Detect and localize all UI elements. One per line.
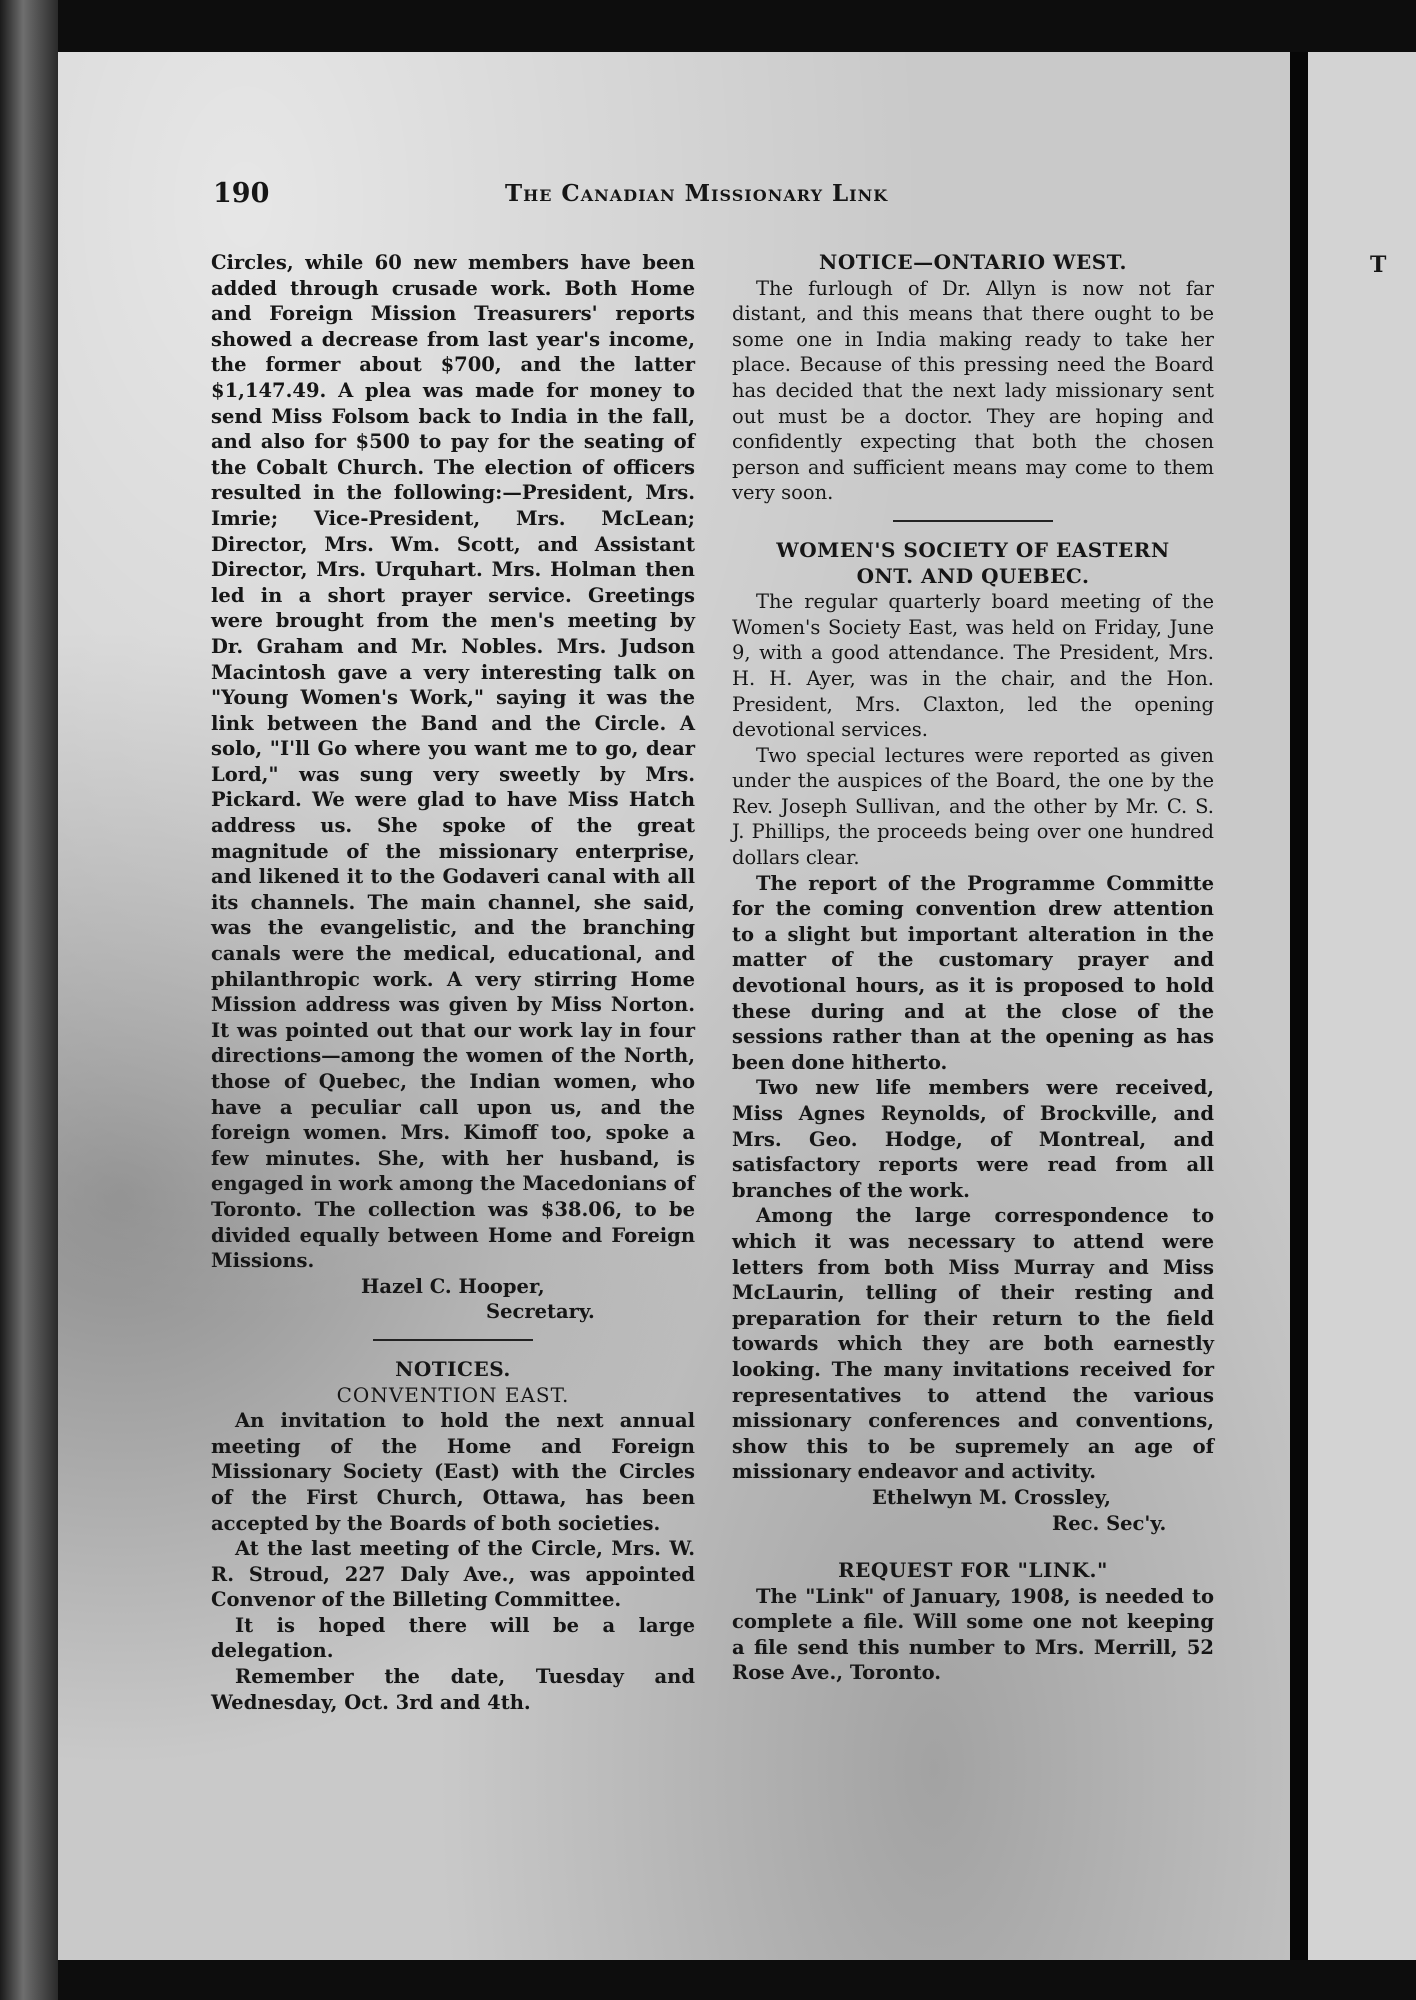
convention-paragraph: It is hoped there will be a large delegation. (211, 1613, 695, 1663)
adjacent-page-edge (1308, 52, 1416, 1960)
book-spine (1290, 52, 1308, 1960)
notice-ontario-west-heading: NOTICE—ONTARIO WEST. (819, 250, 1127, 274)
request-heading: REQUEST FOR "LINK." (838, 1558, 1108, 1583)
section-divider (893, 520, 1053, 522)
running-title: The Canadian Missionary Link (505, 180, 889, 207)
signature-name: Ethelwyn M. Crossley, (872, 1485, 1111, 1509)
left-column (211, 250, 695, 1715)
womens-society-paragraph: The regular quarterly board meeting of the Women's Society East, was held on Friday, June 9, with a good attendance. The President, Mrs. H. H. Ayer, was in the chair, and the Hon. President, Mrs. Claxton, led the opening devotional services. (732, 590, 1214, 742)
convention-paragraph: An invitation to hold the next annual meeting of the Home and Foreign Missionary Society (East) with the Circles of the First Church, Ottawa, has been accepted by the Boards of both societies. (211, 1409, 695, 1535)
report-continued-paragraph: Circles, while 60 new members have been added through crusade work. Both Home and Foreign Mission Treasurers' reports showed a decrease from last year's income, the former about $700, and the latter $1,147.49. A plea was made for money to send Miss Folsom back to India in the fall, and also for $500 to pay for the seating of the Cobalt Church. The election of officers resulted in the following:—President, Mrs. Imrie; Vice-President, Mrs. McLean; Director, Mrs. Wm. Scott, and Assistant Director, Mrs. Urquhart. Mrs. Holman then led in a short prayer service. Greetings were brought from the men's meeting by Dr. Graham and Mr. Nobles. Mrs. Judson Macintosh gave a very interesting talk on "Young Women's Work," saying it was the link between the Band and the Circle. A solo, "I'll Go where you want me to go, dear Lord," was sung very sweetly by Mrs. Pickard. We were glad to have Miss Hatch address us. She spoke of the great magnitude of the missionary enterprise, and likened it to the Godaveri canal with all its channels. The main channel, she said, was the evangelistic, and the branching canals were the medical, educational, and philanthropic work. A very stirring Home Mission address was given by Miss Norton. It was pointed out that our work lay in four directions—among the women of the North, those of Quebec, the Indian women, who have a peculiar call upon us, and the foreign women. Mrs. Kimoff too, spoke a few minutes. She, with her husband, is engaged in work among the Macedonians of Toronto. The collection was $38.06, to be divided equally between Home and Foreign Missions. (211, 251, 696, 1273)
womens-society-paragraph: The report of the Programme Committe for the coming convention drew attention to a slight but important alteration in the matter of the customary prayer and devotional hours, as it is proposed to hold these during and at the close of the sessions rather than at the opening as has been done hitherto. (732, 871, 1214, 1074)
signature-title: Secretary. (486, 1300, 595, 1324)
page-header (213, 178, 1213, 218)
signature-name: Hazel C. Hooper, (361, 1274, 545, 1298)
book-binding-edge (0, 0, 58, 2000)
convention-heading: CONVENTION EAST. (336, 1382, 570, 1407)
convention-paragraph: At the last meeting of the Circle, Mrs. W. R. Stroud, 227 Daly Ave., was appointed Convenor of the Billeting Committee. (211, 1537, 695, 1612)
notice-paragraph: The furlough of Dr. Allyn is now not far distant, and this means that there ought to be some one in India making ready to take her place. Because of this pressing need the Board has decided that the next lady missionary sent out must be a doctor. They are hoping and confidently expecting that both the chosen person and sufficient means may come to them very soon. (732, 276, 1214, 505)
page-number: 190 (213, 178, 270, 209)
section-divider (373, 1339, 533, 1341)
convention-paragraph: Remember the date, Tuesday and Wednesday, Oct. 3rd and 4th. (211, 1665, 695, 1714)
request-paragraph: The "Link" of January, 1908, is needed to complete a file. Will some one not keeping a file send this number to Mrs. Merrill, 52 Rose Ave., Toronto. (732, 1584, 1214, 1685)
adjacent-page-fragment: T (1370, 252, 1387, 278)
signature-title: Rec. Sec'y. (1052, 1511, 1167, 1535)
womens-society-paragraph: Two special lectures were reported as given under the auspices of the Board, the one by the Rev. Joseph Sullivan, and the other by Mr. C. S. J. Phillips, the proceeds being over one hundred dollars clear. (732, 743, 1214, 870)
womens-society-paragraph: Two new life members were received, Miss Agnes Reynolds, of Brockville, and Mrs. Geo. Hodge, of Montreal, and satisfactory reports were read from all branches of the work. (732, 1076, 1214, 1202)
womens-society-heading: WOMEN'S SOCIETY OF EASTERN (776, 537, 1170, 562)
notices-heading: NOTICES. (395, 1356, 511, 1381)
womens-society-subheading: ONT. AND QUEBEC. (856, 563, 1090, 588)
right-column (732, 250, 1214, 1686)
womens-society-paragraph: Among the large correspondence to which it was necessary to attend were letters from both Miss Murray and Miss McLaurin, telling of their resting and preparation for their return to the field towards which they are both earnestly looking. The many invitations received for representatives to attend the various missionary conferences and conventions, show this to be supremely an age of missionary endeavor and activity. (732, 1204, 1214, 1484)
